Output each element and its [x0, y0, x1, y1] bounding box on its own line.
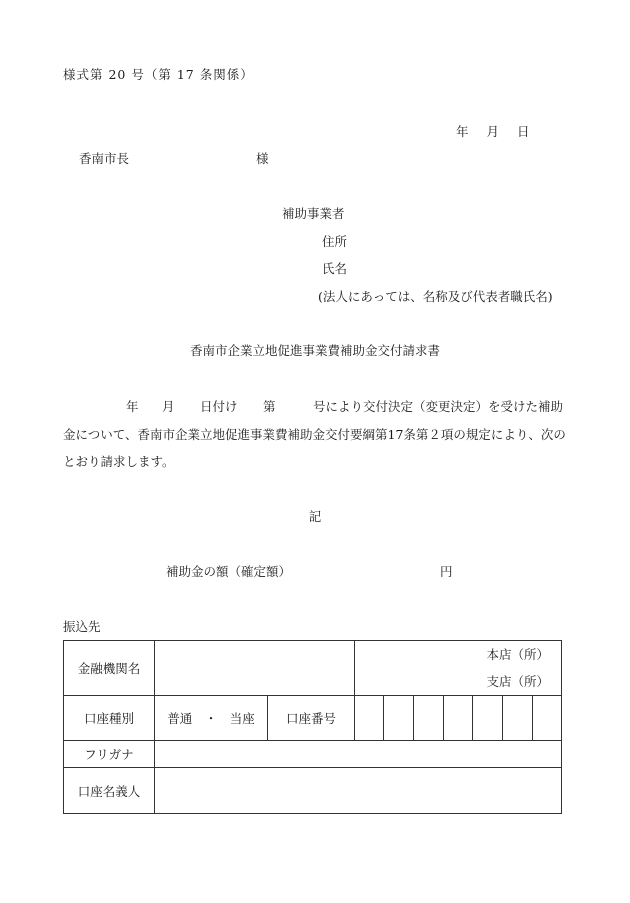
addressee-honorific: 様 — [256, 151, 269, 166]
amount-label: 補助金の額（確定額） — [166, 564, 292, 579]
bank-table — [63, 640, 562, 814]
account-digit-cell[interactable] — [533, 696, 562, 741]
body-line-3: とおり請求します。 — [63, 454, 175, 469]
date-day[interactable]: 日 — [517, 124, 530, 139]
furigana-row — [64, 741, 562, 768]
date-year[interactable]: 年 — [456, 124, 469, 139]
date-line — [456, 126, 530, 139]
head-office-label: 本店（所） — [486, 647, 550, 662]
applicant-heading: 補助事業者 — [282, 206, 345, 221]
holder-row — [64, 768, 562, 814]
address-label[interactable]: 住所 — [322, 234, 348, 249]
bank-name-cell[interactable] — [155, 641, 355, 696]
addressee-name: 香南市長 — [79, 151, 130, 166]
branch-office-label: 支店（所） — [486, 674, 550, 689]
branch-cell[interactable] — [355, 641, 562, 696]
amount-unit: 円 — [440, 564, 453, 579]
furigana-cell[interactable] — [155, 741, 562, 768]
account-digit-cell[interactable] — [414, 696, 444, 741]
body-line-2: 金について、香南市企業立地促進事業費補助金交付要綱第17条第２項の規定により、次の — [63, 427, 566, 442]
body-month: 月 — [162, 399, 175, 414]
form-number: 様式第 20 号（第 17 条関係） — [63, 67, 254, 82]
account-row — [64, 696, 562, 741]
account-digit-cell[interactable] — [473, 696, 503, 741]
bank-row — [64, 641, 562, 696]
body-dated: 日付け — [200, 399, 238, 414]
account-digit-cell[interactable] — [444, 696, 473, 741]
corporation-note: (法人にあっては、名称及び代表者職氏名) — [318, 289, 553, 304]
name-label[interactable]: 氏名 — [322, 261, 348, 276]
body-dai: 第 — [263, 399, 276, 414]
ki-heading: 記 — [308, 509, 322, 524]
account-type-options[interactable]: 普通 ・ 当座 — [155, 696, 268, 741]
bank-label: 金融機関名 — [64, 641, 155, 696]
holder-label: 口座名義人 — [64, 768, 155, 814]
account-digit-cell[interactable] — [503, 696, 533, 741]
furigana-label: フリガナ — [64, 741, 155, 768]
body-year: 年 — [126, 399, 139, 414]
document-title: 香南市企業立地促進事業費補助金交付請求書 — [189, 343, 440, 358]
transfer-heading: 振込先 — [63, 619, 101, 634]
body-continuation: 号により交付決定（変更決定）を受けた補助 — [313, 399, 564, 414]
holder-cell[interactable] — [155, 768, 562, 814]
account-digit-cell[interactable] — [355, 696, 384, 741]
account-number-label: 口座番号 — [268, 696, 355, 741]
account-digit-cell[interactable] — [384, 696, 414, 741]
date-month[interactable]: 月 — [486, 124, 500, 139]
account-type-label: 口座種別 — [64, 696, 155, 741]
